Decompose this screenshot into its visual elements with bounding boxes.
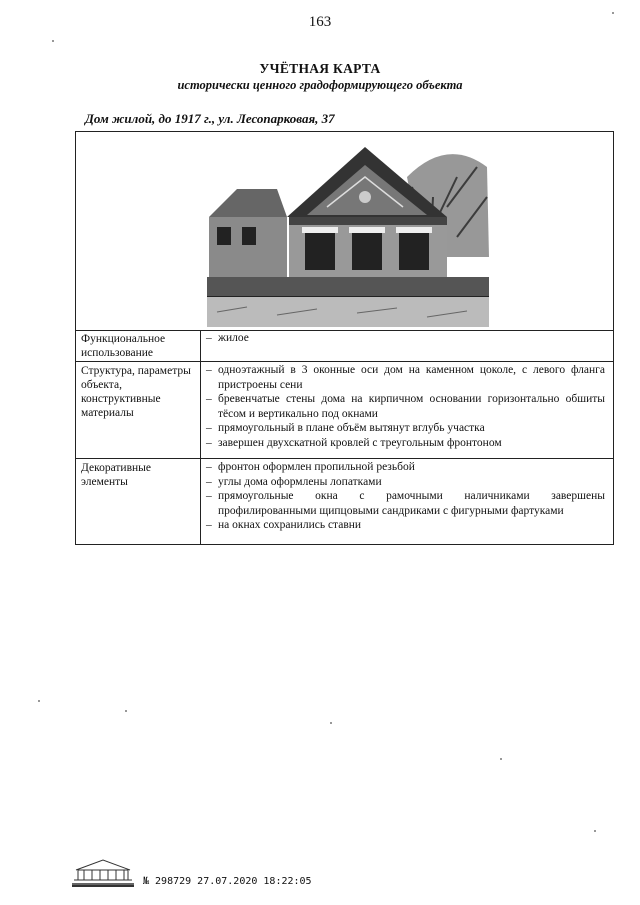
list-item: – углы дома оформлены лопатками: [206, 475, 605, 490]
row-items: [206, 331, 605, 346]
row-label: Декоративные элементы: [81, 462, 151, 488]
card-subtitle: исторически ценного градоформирующего объекта: [177, 78, 463, 92]
row-function: [76, 330, 613, 362]
row-items: [206, 363, 605, 451]
building-stamp-icon: [68, 856, 138, 888]
list-item: – бревенчатые стены дома на кирпичном основании горизонтально обшиты тёсом и вертикально под окнами: [206, 392, 605, 421]
object-name: Дом жилой, до 1917 г., ул. Лесопарковая, 37: [85, 111, 335, 126]
document-registration-note: № 298729 27.07.2020 18:22:05: [143, 876, 312, 887]
row-decor: [76, 459, 613, 544]
card-title: УЧЁТНАЯ КАРТА: [259, 61, 381, 76]
list-item: – фронтон оформлен пропильной резьбой: [206, 460, 605, 475]
list-item: – одноэтажный в 3 оконные оси дом на каменном цоколе, с левого фланга пристроены сени: [206, 363, 605, 392]
row-label: Функциональное использование: [81, 333, 166, 359]
list-item: – жилое: [206, 331, 605, 346]
list-item: – прямоугольный в плане объём вытянут вглубь участка: [206, 421, 605, 436]
page-number: 163: [308, 14, 332, 30]
row-structure: [76, 362, 613, 459]
list-item: – на окнах сохранились ставни: [206, 518, 605, 533]
list-item: – прямоугольные окна с рамочными наличниками завершены профилированными щипцовыми сандриками с фигурными фартуками: [206, 489, 605, 518]
list-item: – завершен двухскатной кровлей с треугольным фронтоном: [206, 436, 605, 451]
record-card-table: [75, 131, 614, 545]
house-photo: [207, 137, 489, 327]
row-items: [206, 460, 605, 533]
row-label: Структура, параметры объекта, конструктивные материалы: [81, 365, 191, 419]
photo-cell: [76, 132, 613, 331]
